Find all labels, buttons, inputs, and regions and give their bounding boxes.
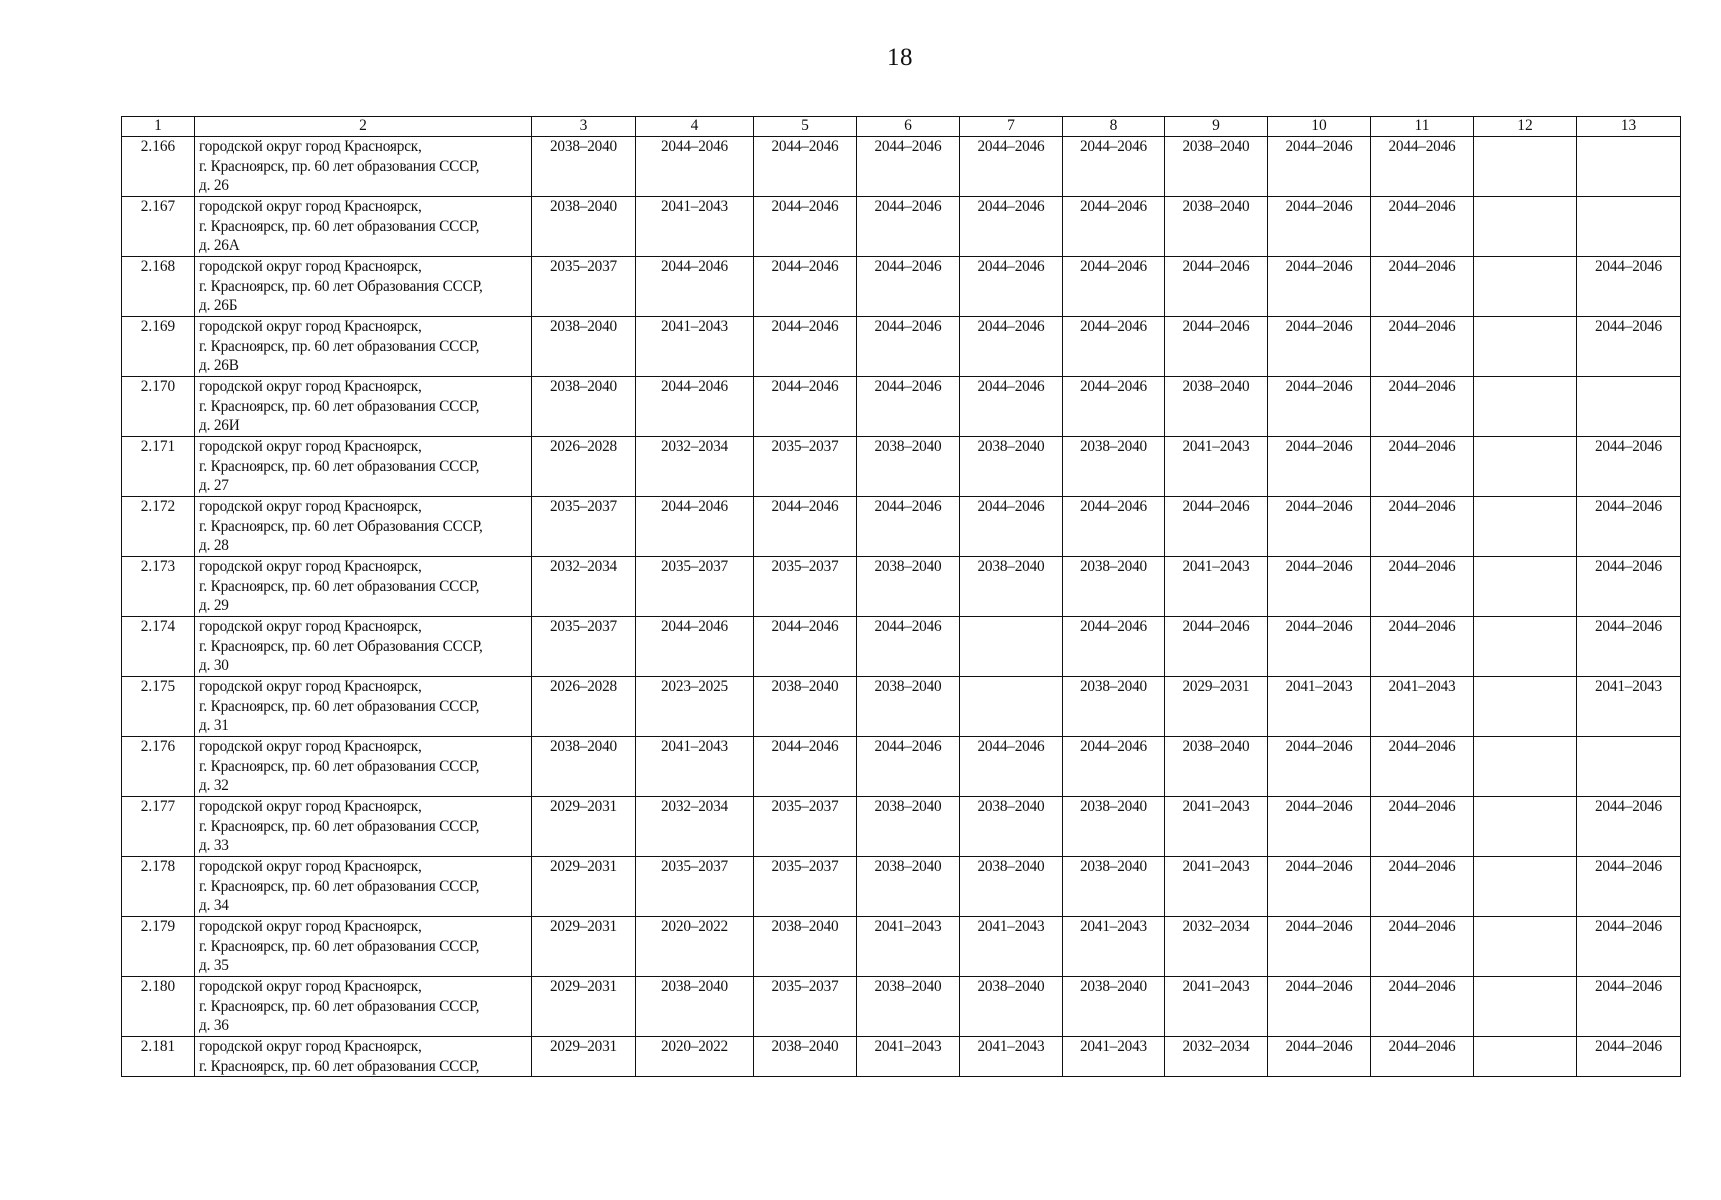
period-cell-col-13: 2044–2046 <box>1577 257 1681 317</box>
column-header-8: 8 <box>1063 117 1165 137</box>
period-cell-col-9: 2038–2040 <box>1165 137 1268 197</box>
period-cell-col-10: 2041–2043 <box>1268 677 1371 737</box>
column-header-5: 5 <box>754 117 857 137</box>
address-line: д. 33 <box>199 837 229 854</box>
address-line: г. Красноярск, пр. 60 лет образования СССР, <box>199 577 480 595</box>
address-cell <box>195 977 532 1037</box>
table-row <box>122 737 1681 797</box>
period-cell-col-6: 2044–2046 <box>857 737 960 797</box>
address-cell <box>195 497 532 557</box>
period-cell-col-9: 2041–2043 <box>1165 857 1268 917</box>
period-cell-col-4: 2044–2046 <box>636 137 754 197</box>
table-row <box>122 617 1681 677</box>
row-number-cell: 2.180 <box>122 977 195 1037</box>
period-cell-col-10: 2044–2046 <box>1268 917 1371 977</box>
period-cell-col-5: 2044–2046 <box>754 137 857 197</box>
period-cell-col-8: 2044–2046 <box>1063 497 1165 557</box>
period-cell-col-3: 2029–2031 <box>532 797 636 857</box>
period-cell-col-11: 2044–2046 <box>1371 977 1474 1037</box>
period-cell-col-12 <box>1474 917 1577 977</box>
period-cell-col-10: 2044–2046 <box>1268 257 1371 317</box>
row-number-cell: 2.181 <box>122 1037 195 1077</box>
period-cell-col-6: 2044–2046 <box>857 617 960 677</box>
address-line: д. 34 <box>199 897 229 914</box>
table-row <box>122 857 1681 917</box>
period-cell-col-5: 2044–2046 <box>754 617 857 677</box>
period-cell-col-7: 2038–2040 <box>960 557 1063 617</box>
address-cell <box>195 317 532 377</box>
period-cell-col-8: 2044–2046 <box>1063 317 1165 377</box>
period-cell-col-5: 2044–2046 <box>754 377 857 437</box>
period-cell-col-12 <box>1474 257 1577 317</box>
period-cell-col-9: 2032–2034 <box>1165 917 1268 977</box>
address-line: городской округ город Красноярск, <box>199 378 422 395</box>
table-body <box>122 137 1681 1077</box>
period-cell-col-11: 2044–2046 <box>1371 197 1474 257</box>
period-cell-col-8: 2044–2046 <box>1063 617 1165 677</box>
row-number-cell: 2.173 <box>122 557 195 617</box>
period-cell-col-12 <box>1474 317 1577 377</box>
table-row <box>122 1037 1681 1077</box>
address-line: д. 26 <box>199 177 229 194</box>
period-cell-col-8: 2038–2040 <box>1063 437 1165 497</box>
table-row <box>122 497 1681 557</box>
period-cell-col-4: 2044–2046 <box>636 617 754 677</box>
period-cell-col-3: 2029–2031 <box>532 1037 636 1077</box>
column-header-1: 1 <box>122 117 195 137</box>
period-cell-col-6: 2044–2046 <box>857 497 960 557</box>
period-cell-col-6: 2044–2046 <box>857 137 960 197</box>
address-line: городской округ город Красноярск, <box>199 198 422 215</box>
period-cell-col-9: 2044–2046 <box>1165 617 1268 677</box>
period-cell-col-9: 2041–2043 <box>1165 797 1268 857</box>
column-header-13: 13 <box>1577 117 1681 137</box>
period-cell-col-7 <box>960 617 1063 677</box>
period-cell-col-13: 2044–2046 <box>1577 617 1681 677</box>
period-cell-col-8: 2038–2040 <box>1063 857 1165 917</box>
period-cell-col-7: 2044–2046 <box>960 257 1063 317</box>
table-row <box>122 437 1681 497</box>
period-cell-col-9: 2041–2043 <box>1165 977 1268 1037</box>
period-cell-col-4: 2044–2046 <box>636 257 754 317</box>
period-cell-col-4: 2023–2025 <box>636 677 754 737</box>
address-cell <box>195 677 532 737</box>
address-line: городской округ город Красноярск, <box>199 318 422 335</box>
period-cell-col-8: 2044–2046 <box>1063 377 1165 437</box>
address-line: городской округ город Красноярск, <box>199 498 422 515</box>
period-cell-col-4: 2041–2043 <box>636 317 754 377</box>
period-cell-col-8: 2038–2040 <box>1063 677 1165 737</box>
period-cell-col-9: 2044–2046 <box>1165 497 1268 557</box>
address-line: г. Красноярск, пр. 60 лет Образования СССР, <box>199 637 483 655</box>
period-cell-col-6: 2041–2043 <box>857 1037 960 1077</box>
column-header-4: 4 <box>636 117 754 137</box>
period-cell-col-7: 2038–2040 <box>960 797 1063 857</box>
page-number: 18 <box>887 44 913 71</box>
period-cell-col-11: 2044–2046 <box>1371 497 1474 557</box>
address-line: городской округ город Красноярск, <box>199 798 422 815</box>
period-cell-col-6: 2038–2040 <box>857 857 960 917</box>
period-cell-col-4: 2032–2034 <box>636 437 754 497</box>
period-cell-col-11: 2044–2046 <box>1371 257 1474 317</box>
table-row <box>122 977 1681 1037</box>
period-cell-col-6: 2038–2040 <box>857 797 960 857</box>
address-line: городской округ город Красноярск, <box>199 558 422 575</box>
period-cell-col-7 <box>960 677 1063 737</box>
row-number-cell: 2.168 <box>122 257 195 317</box>
address-line: д. 30 <box>199 657 229 674</box>
period-cell-col-8: 2038–2040 <box>1063 797 1165 857</box>
period-cell-col-4: 2044–2046 <box>636 377 754 437</box>
period-cell-col-8: 2044–2046 <box>1063 737 1165 797</box>
period-cell-col-10: 2044–2046 <box>1268 1037 1371 1077</box>
period-cell-col-7: 2044–2046 <box>960 137 1063 197</box>
period-cell-col-11: 2044–2046 <box>1371 377 1474 437</box>
period-cell-col-3: 2035–2037 <box>532 497 636 557</box>
period-cell-col-13: 2044–2046 <box>1577 317 1681 377</box>
period-cell-col-4: 2020–2022 <box>636 1037 754 1077</box>
address-line: д. 29 <box>199 597 229 614</box>
period-cell-col-12 <box>1474 617 1577 677</box>
row-number-cell: 2.179 <box>122 917 195 977</box>
period-cell-col-11: 2041–2043 <box>1371 677 1474 737</box>
period-cell-col-13 <box>1577 377 1681 437</box>
address-line: г. Красноярск, пр. 60 лет образования СССР, <box>199 457 480 475</box>
period-cell-col-9: 2041–2043 <box>1165 437 1268 497</box>
row-number-cell: 2.169 <box>122 317 195 377</box>
period-cell-col-13: 2044–2046 <box>1577 437 1681 497</box>
address-cell <box>195 377 532 437</box>
period-cell-col-11: 2044–2046 <box>1371 797 1474 857</box>
period-cell-col-11: 2044–2046 <box>1371 137 1474 197</box>
period-cell-col-7: 2038–2040 <box>960 437 1063 497</box>
address-line: городской округ город Красноярск, <box>199 918 422 935</box>
address-line: д. 26А <box>199 237 240 254</box>
address-line: городской округ город Красноярск, <box>199 978 422 995</box>
period-cell-col-13: 2044–2046 <box>1577 1037 1681 1077</box>
period-cell-col-6: 2038–2040 <box>857 977 960 1037</box>
address-line: городской округ город Красноярск, <box>199 738 422 755</box>
period-cell-col-9: 2041–2043 <box>1165 557 1268 617</box>
period-cell-col-6: 2038–2040 <box>857 677 960 737</box>
period-cell-col-9: 2038–2040 <box>1165 737 1268 797</box>
period-cell-col-13: 2044–2046 <box>1577 797 1681 857</box>
period-cell-col-11: 2044–2046 <box>1371 737 1474 797</box>
period-cell-col-4: 2044–2046 <box>636 497 754 557</box>
period-cell-col-3: 2026–2028 <box>532 677 636 737</box>
period-cell-col-5: 2044–2046 <box>754 197 857 257</box>
period-cell-col-6: 2044–2046 <box>857 317 960 377</box>
period-cell-col-7: 2038–2040 <box>960 977 1063 1037</box>
period-cell-col-4: 2035–2037 <box>636 857 754 917</box>
period-cell-col-4: 2038–2040 <box>636 977 754 1037</box>
period-cell-col-12 <box>1474 737 1577 797</box>
address-line: г. Красноярск, пр. 60 лет образования СССР, <box>199 937 480 955</box>
period-cell-col-3: 2035–2037 <box>532 617 636 677</box>
address-line: городской округ город Красноярск, <box>199 258 422 275</box>
period-cell-col-6: 2041–2043 <box>857 917 960 977</box>
period-cell-col-4: 2041–2043 <box>636 737 754 797</box>
table-row <box>122 137 1681 197</box>
address-cell <box>195 617 532 677</box>
address-line: д. 28 <box>199 537 229 554</box>
period-cell-col-4: 2032–2034 <box>636 797 754 857</box>
period-cell-col-12 <box>1474 977 1577 1037</box>
row-number-cell: 2.170 <box>122 377 195 437</box>
period-cell-col-3: 2038–2040 <box>532 377 636 437</box>
table-row <box>122 917 1681 977</box>
address-line: городской округ город Красноярск, <box>199 138 422 155</box>
period-cell-col-10: 2044–2046 <box>1268 617 1371 677</box>
period-cell-col-7: 2044–2046 <box>960 197 1063 257</box>
period-cell-col-13: 2044–2046 <box>1577 917 1681 977</box>
period-cell-col-6: 2044–2046 <box>857 257 960 317</box>
period-cell-col-12 <box>1474 137 1577 197</box>
period-cell-col-4: 2020–2022 <box>636 917 754 977</box>
period-cell-col-12 <box>1474 857 1577 917</box>
period-cell-col-12 <box>1474 797 1577 857</box>
row-number-cell: 2.177 <box>122 797 195 857</box>
period-cell-col-3: 2026–2028 <box>532 437 636 497</box>
period-cell-col-8: 2044–2046 <box>1063 197 1165 257</box>
period-cell-col-11: 2044–2046 <box>1371 857 1474 917</box>
period-cell-col-11: 2044–2046 <box>1371 317 1474 377</box>
address-line: д. 36 <box>199 1017 229 1034</box>
table-row <box>122 677 1681 737</box>
row-number-cell: 2.172 <box>122 497 195 557</box>
address-cell <box>195 197 532 257</box>
address-line: д. 26В <box>199 357 239 374</box>
period-cell-col-5: 2035–2037 <box>754 857 857 917</box>
period-cell-col-3: 2029–2031 <box>532 917 636 977</box>
period-cell-col-10: 2044–2046 <box>1268 857 1371 917</box>
period-cell-col-9: 2044–2046 <box>1165 317 1268 377</box>
period-cell-col-13 <box>1577 137 1681 197</box>
period-cell-col-7: 2044–2046 <box>960 737 1063 797</box>
period-cell-col-7: 2041–2043 <box>960 917 1063 977</box>
schedule-table <box>121 116 1681 1077</box>
address-line: г. Красноярск, пр. 60 лет Образования СССР, <box>199 277 483 295</box>
table-row <box>122 317 1681 377</box>
period-cell-col-9: 2032–2034 <box>1165 1037 1268 1077</box>
period-cell-col-12 <box>1474 377 1577 437</box>
period-cell-col-5: 2044–2046 <box>754 317 857 377</box>
address-line: городской округ город Красноярск, <box>199 678 422 695</box>
period-cell-col-10: 2044–2046 <box>1268 137 1371 197</box>
column-header-10: 10 <box>1268 117 1371 137</box>
period-cell-col-12 <box>1474 197 1577 257</box>
period-cell-col-8: 2044–2046 <box>1063 137 1165 197</box>
address-cell <box>195 1037 532 1077</box>
period-cell-col-5: 2038–2040 <box>754 1037 857 1077</box>
period-cell-col-10: 2044–2046 <box>1268 197 1371 257</box>
table-row <box>122 557 1681 617</box>
period-cell-col-5: 2038–2040 <box>754 677 857 737</box>
period-cell-col-8: 2041–2043 <box>1063 917 1165 977</box>
period-cell-col-10: 2044–2046 <box>1268 797 1371 857</box>
address-cell <box>195 917 532 977</box>
address-line: г. Красноярск, пр. 60 лет образования СССР, <box>199 817 480 835</box>
address-cell <box>195 857 532 917</box>
table-row <box>122 377 1681 437</box>
period-cell-col-3: 2032–2034 <box>532 557 636 617</box>
period-cell-col-10: 2044–2046 <box>1268 737 1371 797</box>
address-line: г. Красноярск, пр. 60 лет образования СССР, <box>199 877 480 895</box>
period-cell-col-4: 2035–2037 <box>636 557 754 617</box>
address-cell <box>195 137 532 197</box>
period-cell-col-7: 2044–2046 <box>960 377 1063 437</box>
period-cell-col-6: 2038–2040 <box>857 437 960 497</box>
address-line: г. Красноярск, пр. 60 лет образования СССР, <box>199 697 480 715</box>
column-header-3: 3 <box>532 117 636 137</box>
table-header-row <box>122 117 1681 137</box>
table-row <box>122 197 1681 257</box>
address-line: городской округ город Красноярск, <box>199 438 422 455</box>
period-cell-col-3: 2029–2031 <box>532 857 636 917</box>
period-cell-col-13 <box>1577 737 1681 797</box>
period-cell-col-13: 2044–2046 <box>1577 977 1681 1037</box>
period-cell-col-3: 2038–2040 <box>532 317 636 377</box>
address-line: д. 32 <box>199 777 229 794</box>
period-cell-col-9: 2029–2031 <box>1165 677 1268 737</box>
table-row <box>122 797 1681 857</box>
period-cell-col-13 <box>1577 197 1681 257</box>
row-number-cell: 2.176 <box>122 737 195 797</box>
address-line: городской округ город Красноярск, <box>199 1038 422 1055</box>
period-cell-col-10: 2044–2046 <box>1268 557 1371 617</box>
address-line: д. 26И <box>199 417 240 434</box>
address-line: г. Красноярск, пр. 60 лет образования СССР, <box>199 757 480 775</box>
period-cell-col-3: 2038–2040 <box>532 737 636 797</box>
period-cell-col-11: 2044–2046 <box>1371 437 1474 497</box>
period-cell-col-12 <box>1474 677 1577 737</box>
period-cell-col-3: 2038–2040 <box>532 137 636 197</box>
period-cell-col-5: 2044–2046 <box>754 737 857 797</box>
address-cell <box>195 257 532 317</box>
column-header-11: 11 <box>1371 117 1474 137</box>
row-number-cell: 2.178 <box>122 857 195 917</box>
row-number-cell: 2.166 <box>122 137 195 197</box>
address-line: г. Красноярск, пр. 60 лет образования СССР, <box>199 997 480 1015</box>
period-cell-col-13: 2044–2046 <box>1577 497 1681 557</box>
address-line: д. 35 <box>199 957 229 974</box>
schedule-table-container <box>121 116 1681 1077</box>
address-cell <box>195 737 532 797</box>
period-cell-col-12 <box>1474 557 1577 617</box>
period-cell-col-7: 2044–2046 <box>960 317 1063 377</box>
column-header-12: 12 <box>1474 117 1577 137</box>
period-cell-col-11: 2044–2046 <box>1371 617 1474 677</box>
period-cell-col-13: 2044–2046 <box>1577 857 1681 917</box>
period-cell-col-9: 2038–2040 <box>1165 377 1268 437</box>
period-cell-col-5: 2044–2046 <box>754 497 857 557</box>
address-line: д. 31 <box>199 717 229 734</box>
row-number-cell: 2.171 <box>122 437 195 497</box>
row-number-cell: 2.175 <box>122 677 195 737</box>
period-cell-col-10: 2044–2046 <box>1268 437 1371 497</box>
period-cell-col-6: 2038–2040 <box>857 557 960 617</box>
period-cell-col-8: 2041–2043 <box>1063 1037 1165 1077</box>
period-cell-col-9: 2038–2040 <box>1165 197 1268 257</box>
address-line: г. Красноярск, пр. 60 лет образования СССР, <box>199 157 480 175</box>
period-cell-col-5: 2038–2040 <box>754 917 857 977</box>
period-cell-col-10: 2044–2046 <box>1268 977 1371 1037</box>
period-cell-col-3: 2038–2040 <box>532 197 636 257</box>
period-cell-col-5: 2035–2037 <box>754 797 857 857</box>
period-cell-col-3: 2029–2031 <box>532 977 636 1037</box>
column-header-9: 9 <box>1165 117 1268 137</box>
period-cell-col-10: 2044–2046 <box>1268 497 1371 557</box>
address-cell <box>195 437 532 497</box>
address-line: г. Красноярск, пр. 60 лет Образования СССР, <box>199 517 483 535</box>
period-cell-col-13: 2044–2046 <box>1577 557 1681 617</box>
address-line: городской округ город Красноярск, <box>199 618 422 635</box>
address-cell <box>195 797 532 857</box>
address-line: д. 26Б <box>199 297 238 314</box>
address-cell <box>195 557 532 617</box>
period-cell-col-7: 2044–2046 <box>960 497 1063 557</box>
period-cell-col-8: 2044–2046 <box>1063 257 1165 317</box>
row-number-cell: 2.167 <box>122 197 195 257</box>
address-line: г. Красноярск, пр. 60 лет образования СССР, <box>199 217 480 235</box>
row-number-cell: 2.174 <box>122 617 195 677</box>
period-cell-col-6: 2044–2046 <box>857 197 960 257</box>
period-cell-col-10: 2044–2046 <box>1268 377 1371 437</box>
period-cell-col-3: 2035–2037 <box>532 257 636 317</box>
period-cell-col-12 <box>1474 497 1577 557</box>
period-cell-col-12 <box>1474 1037 1577 1077</box>
period-cell-col-7: 2038–2040 <box>960 857 1063 917</box>
period-cell-col-11: 2044–2046 <box>1371 557 1474 617</box>
address-line: д. 27 <box>199 477 229 494</box>
column-header-2: 2 <box>195 117 532 137</box>
period-cell-col-10: 2044–2046 <box>1268 317 1371 377</box>
address-line: г. Красноярск, пр. 60 лет образования СССР, <box>199 337 480 355</box>
period-cell-col-8: 2038–2040 <box>1063 557 1165 617</box>
table-row <box>122 257 1681 317</box>
period-cell-col-7: 2041–2043 <box>960 1037 1063 1077</box>
period-cell-col-5: 2035–2037 <box>754 977 857 1037</box>
period-cell-col-5: 2035–2037 <box>754 437 857 497</box>
address-line: г. Красноярск, пр. 60 лет образования СССР, <box>199 1057 480 1075</box>
period-cell-col-6: 2044–2046 <box>857 377 960 437</box>
period-cell-col-13: 2041–2043 <box>1577 677 1681 737</box>
address-line: городской округ город Красноярск, <box>199 858 422 875</box>
period-cell-col-11: 2044–2046 <box>1371 1037 1474 1077</box>
column-header-6: 6 <box>857 117 960 137</box>
period-cell-col-9: 2044–2046 <box>1165 257 1268 317</box>
address-line: г. Красноярск, пр. 60 лет образования СССР, <box>199 397 480 415</box>
period-cell-col-12 <box>1474 437 1577 497</box>
period-cell-col-11: 2044–2046 <box>1371 917 1474 977</box>
period-cell-col-5: 2044–2046 <box>754 257 857 317</box>
period-cell-col-8: 2038–2040 <box>1063 977 1165 1037</box>
period-cell-col-5: 2035–2037 <box>754 557 857 617</box>
period-cell-col-4: 2041–2043 <box>636 197 754 257</box>
column-header-7: 7 <box>960 117 1063 137</box>
